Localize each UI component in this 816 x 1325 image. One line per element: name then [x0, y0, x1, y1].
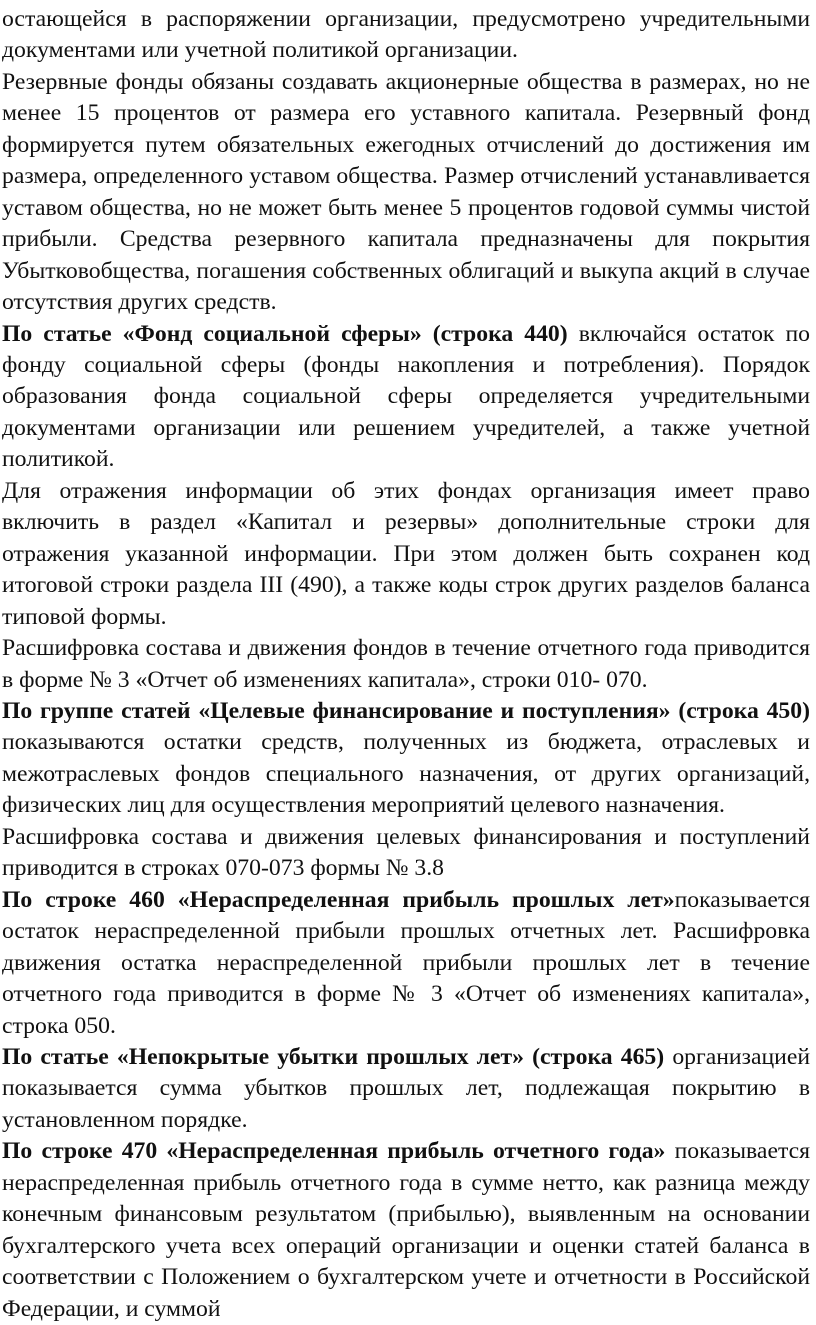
paragraph-text: включайся остаток по фонду социальной сферы (фонды накопления и потребления). Порядок образования фонда социальной сферы определяется учредительными документами организации или решением учредителей, а также учетной политикой.	[2, 320, 810, 473]
paragraph-line-450	[2, 696, 810, 822]
paragraph-text: показывается остаток нераспределенной прибыли прошлых отчетных лет. Расшифровка движения остатка нераспределенной прибыли прошлых лет в течение отчетного года приводится в форме № 3 «Отчет об изменениях капитала», строка 050.	[2, 886, 810, 1039]
paragraph-heading: По строке 460 «Нераспределенная прибыль прошлых лет»	[2, 886, 675, 913]
paragraph-text: остающейся в распоряжении организации, предусмотрено учредительными документами или учетной политикой организации.	[2, 6, 810, 64]
paragraph-text: организацией показывается сумма убытков прошлых лет, подлежащая покрытию в установленном порядке.	[2, 1043, 811, 1133]
paragraph-text: Для отражения информации об этих фондах организация имеет право включить в раздел «Капитал и резервы» дополнительные строки для отражения указанной информации. При этом должен быть сохранен код итоговой строки раздела III (490), а также коды строк других разделов баланса типовой формы.	[2, 477, 810, 630]
paragraph-text: Расшифровка состава и движения фондов в течение отчетного года приводится в форме № 3 «Отчет об изменениях капитала», строки 010- 070.	[2, 635, 810, 693]
paragraph-funds-breakdown	[2, 633, 810, 696]
paragraph-heading: По статье «Непокрытые убытки прошлых лет» (строка 465)	[2, 1043, 665, 1070]
paragraph-line-465	[2, 1042, 810, 1136]
paragraph-text: показываются остатки средств, полученных из бюджета, отраслевых и межотраслевых фондов специального назначения, от других организаций, физических лиц для осуществления мероприятий целевого назначения.	[2, 729, 810, 819]
paragraph-text: показывается нераспределенная прибыль отчетного года в сумме нетто, как разница между конечным финансовым результатом (прибылью), выявленным на основании бухгалтерского учета всех операций организации и оценки статей баланса в соответствии с Положением о бухгалтерском учете и отчетности в Российской Федерации, и суммой	[2, 1138, 811, 1322]
paragraph-targeted-breakdown	[2, 822, 810, 885]
paragraph-heading: По группе статей «Целевые финансирование и поступления» (строка 450)	[2, 697, 810, 724]
paragraph-line-460	[2, 885, 810, 1042]
paragraph-reserve-usage	[2, 4, 810, 67]
paragraph-heading: По строке 470 «Нераспределенная прибыль отчетного года»	[2, 1138, 666, 1165]
paragraph-heading: По статье «Фонд социальной сферы» (строка 440)	[2, 320, 568, 347]
paragraph-reserve-funds	[2, 67, 810, 319]
paragraph-line-470	[2, 1136, 810, 1325]
paragraph-line-440	[2, 319, 810, 476]
paragraph-additional-lines	[2, 476, 810, 633]
paragraph-text: Расшифровка состава и движения целевых финансирования и поступлений приводится в строках 070-073 формы № 3.8	[2, 823, 810, 882]
paragraph-text: Резервные фонды обязаны создавать акционерные общества в размерах, но не менее 15 процентов от размера его уставного капитала. Резервный фонд формируется путем обязательных ежегодных отчислений до достижения им размера, определенного уставом общества. Размер отчислений устанавливается уставом общества, но не может быть менее 5 процентов годовой суммы чистой прибыли. Средства резервного капитала предназначены для покрытия Убытковобщества, погашения собственных облигаций и выкупа акций в случае отсутствия других средств.	[2, 68, 810, 316]
